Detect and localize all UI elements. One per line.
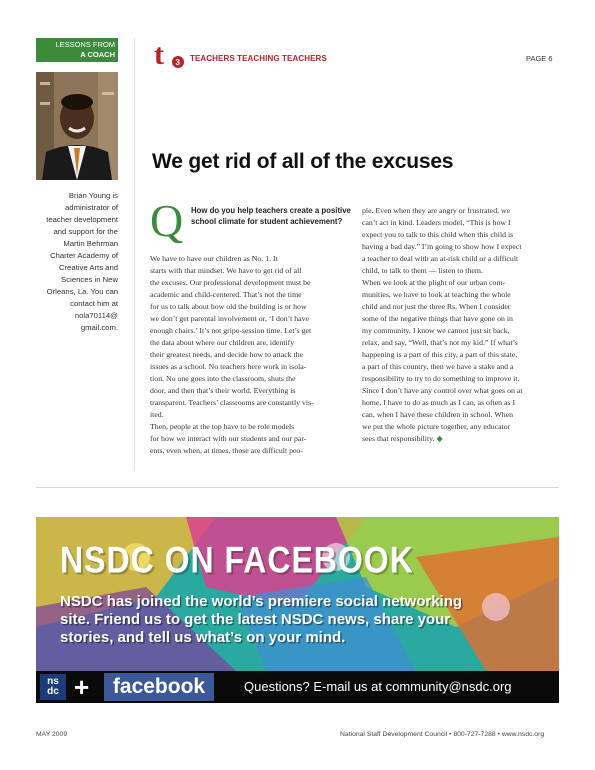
ad-body-line: site. Friend us to get the latest NSDC news, share your — [60, 611, 451, 628]
text-line: ited. — [150, 410, 164, 419]
page-number: PAGE 6 — [526, 54, 553, 63]
logo-number: 3 — [175, 58, 180, 67]
text-line: academic and child-centered. That’s not the time — [150, 290, 302, 299]
article-column-1 — [150, 253, 345, 457]
text-line: happening is a part of this city, a part of this state, — [362, 350, 518, 359]
footer-org: National Staff Development Council • 800-727-7288 • www.nsdc.org — [340, 731, 545, 738]
author-bio — [30, 190, 118, 334]
text-line: a part of this country, then we have a stake and a — [362, 362, 514, 371]
text-line: can’t act in kind. Leaders model, “This is how I — [362, 218, 511, 227]
bio-line: contact him at — [70, 299, 118, 308]
ad-title: NSDC ON FACEBOOK — [60, 539, 414, 581]
text-line: ents, even when, at times, those are difficult peo- — [150, 446, 303, 455]
contact-email-link[interactable]: Questions? E-mail us at community@nsdc.org — [244, 679, 512, 694]
text-line: some of the negative things that have gone on in — [362, 314, 513, 323]
text-line: enough chairs.’ It’s not gripe-session time. Let’s get — [150, 326, 312, 335]
section-tag-line2: A COACH — [80, 50, 115, 59]
text-line: can, when I have these children in school. When — [362, 410, 513, 419]
author-photo — [36, 72, 118, 180]
text-line: door, and then that’s their world. Everything is — [150, 386, 296, 395]
text-line: tion. No one goes into the classroom, shuts the — [150, 374, 296, 383]
text-line: home, I have to do as much as I can, as often as I — [362, 398, 516, 407]
text-line: for us to talk about how old the building is or how — [150, 302, 307, 311]
column-divider — [134, 38, 135, 470]
text-line-last-text: sees that responsibility. — [362, 434, 435, 443]
text-line: their greatest needs, and decide how to attack the — [150, 350, 304, 359]
ad-body-text — [60, 593, 530, 647]
text-line: issues as a school. No teachers here work in isola- — [150, 362, 307, 371]
question-text: How do you help teachers create a positive school climate for student achievement? — [191, 206, 351, 226]
text-line: the excuses. Our professional development must be — [150, 278, 311, 287]
nsdc-logo-top: ns — [47, 676, 59, 687]
bio-line: and support for the — [53, 227, 118, 236]
section-divider — [36, 487, 559, 488]
text-line: we put the whole picture together, any educator — [362, 422, 511, 431]
bio-line: administrator of — [65, 203, 118, 212]
bio-line: teacher development — [46, 215, 118, 224]
t3-logo-icon — [152, 40, 188, 70]
bio-line: Brian Young is — [68, 191, 118, 200]
nsdc-logo-bottom: dc — [47, 686, 59, 697]
section-title: TEACHERS TEACHING TEACHERS — [190, 54, 327, 63]
ad-body-line: NSDC has joined the world’s premiere social networking — [60, 593, 463, 610]
article-column-2 — [362, 205, 560, 445]
article-headline: We get rid of all of the excuses — [152, 150, 454, 173]
text-line: my community, I know we cannot just sit back, — [362, 326, 510, 335]
text-line: relax, and say, “Well, that’s not my kid.” If what’s — [362, 338, 518, 347]
question-mark-letter: Q — [150, 195, 184, 246]
text-line: We have to have our children as No. 1. It — [150, 254, 278, 263]
text-line: expect you to talk to this child when this child is — [362, 230, 514, 239]
text-line: having a bad day.” I’m going to show how I expect — [362, 242, 522, 251]
plus-icon: + — [74, 672, 90, 702]
facebook-logo: facebook — [104, 673, 214, 701]
bio-line: Martin Behrman — [63, 239, 118, 248]
section-tag-line1: LESSONS FROM — [55, 40, 115, 49]
text-line: starts with that mindset. We have to get rid of all — [150, 266, 302, 275]
text-line: munities, we have to look at teaching the whole — [362, 290, 511, 299]
footer-date: MAY 2009 — [36, 731, 68, 738]
nsdc-logo — [40, 674, 66, 700]
bio-line: Creative Arts and — [59, 263, 118, 272]
text-line: When we look at the plight of our urban com- — [362, 278, 506, 287]
bio-line: nola70114@ — [74, 311, 118, 320]
text-line: a teacher to deal with an at-risk child or a difficult — [362, 254, 519, 263]
ad-contact-bar — [36, 671, 559, 703]
section-tag — [36, 38, 118, 62]
text-line: ple. Even when they are angry or frustrated, we — [362, 206, 511, 215]
text-line: the data about where our children are, identify — [150, 338, 295, 347]
text-line: child and not just the three Rs. When I consider — [362, 302, 511, 311]
text-line: Since I don’t have any control over what goes on at — [362, 386, 523, 395]
text-line: responsibility to try to do something to improve it. — [362, 374, 520, 383]
text-line: transparent. Teachers’ classrooms are constantly vis- — [150, 398, 314, 407]
text-line: child, to talk to them — listen to them. — [362, 266, 483, 275]
bio-line: Orleans, La. You can — [46, 287, 118, 296]
text-line: Then, people at the top have to be role models — [150, 422, 295, 431]
text-line: for how we interact with our students and our par- — [150, 434, 307, 443]
text-line: we don’t get parental involvement or, ‘I don’t have — [150, 314, 309, 323]
bio-line: Charter Academy of — [50, 251, 118, 260]
facebook-ad-banner[interactable] — [36, 517, 559, 703]
end-mark-icon: ◆ — [436, 434, 443, 443]
ad-body-line: stories, and tell us what’s on your mind. — [60, 629, 346, 646]
bio-line: gmail.com. — [80, 323, 118, 332]
text-line-last — [362, 433, 560, 445]
bio-line: Sciences in New — [61, 275, 118, 284]
logo-letter: t — [154, 40, 164, 70]
